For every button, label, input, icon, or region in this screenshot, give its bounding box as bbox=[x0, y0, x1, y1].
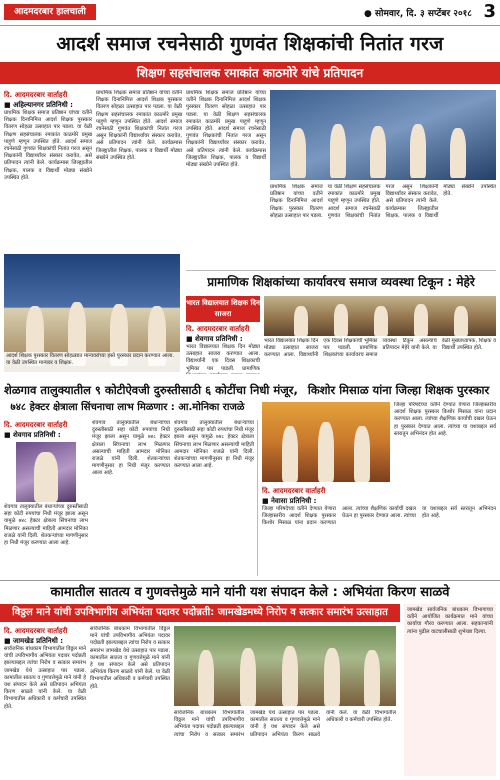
story1-column-1 bbox=[4, 90, 92, 250]
story1-caption: आदर्श शिक्षक पुरस्कार वितरण सोहळ्यात मान्यवरांच्या हस्ते पुरस्कार प्रदान करण्यात आला. या वेळी उपस्थित मान्यवर व शिक्षक. bbox=[4, 352, 180, 374]
story4-sub-byline: ■ नेवासा प्रतिनिधी : bbox=[262, 497, 317, 505]
story5-body-lower: सार्वजनिक बांधकाम विभागातील विठ्ठल माने यांची उपविभागीय अभियंता पदावर पदोन्नती झाल्याबद्दल त्यांचा निरोप व सत्कार समारंभ जामखेड येथे उत्साहात पार पडला. कामातील सातत्य व गुणवत्तेमुळे माने यांनी हे यश संपादन केले असे प्रतिपादन अभियंता किरण साळवे यांनी केले. या वेळी विभागातील अधिकारी व कर्मचारी उपस्थित होते. bbox=[174, 710, 396, 738]
newspaper-logo: आदमदरबार हालचाली bbox=[4, 4, 96, 20]
page-number: 3 bbox=[483, 1, 496, 22]
story2-body: भारत विद्यालयात शिक्षक दिन मोठ्या उत्साहात साजरा करण्यात आला. विद्यार्थ्यांनी एक दिवस शिक्षकाची भूमिका पार पाडली. प्रामाणिक bbox=[186, 344, 260, 372]
story2-column-1 bbox=[186, 324, 260, 374]
story3-story4-headline-row bbox=[0, 378, 500, 402]
story5-photo bbox=[174, 626, 396, 706]
story4-photo bbox=[262, 402, 390, 482]
story1-byline: दि. आदमदरबार वार्ताहरी bbox=[4, 91, 68, 99]
story5-ribbon: विठ्ठल माने यांची उपविभागीय अभियंता पदावर पदोन्नती: जामखेडमध्ये निरोप व सत्कार समारंभ उत्साहात bbox=[0, 604, 400, 622]
story5-body-cont: सार्वजनिक बांधकाम विभागातील विठ्ठल माने यांची उपविभागीय अभियंता पदावर पदोन्नती झाल्याबद्दल त्यांचा निरोप व सत्कार समारंभ जामखेड येथे उत्साहात पार पडला. कामातील सातत्य व गुणवत्तेमुळे माने यांनी हे यश संपादन केले असे प्रतिपादन अभियंता किरण साळवे यांनी केले. या वेळी विभागातील अधिकारी व कर्मचारी उपस्थित होते. bbox=[90, 626, 170, 690]
story3-sub-byline: ■ शेवगाव प्रतिनिधी : bbox=[4, 431, 61, 439]
story5-column-1 bbox=[4, 626, 86, 776]
story1-headline: आदर्श समाज रचनेसाठी गुणवंत शिक्षकांची नितांत गरज bbox=[56, 33, 444, 55]
story2-kicker: भारत विद्यालयात शिक्षक दिन साजरा bbox=[186, 296, 260, 322]
story5-column-2 bbox=[90, 626, 170, 776]
story1-body-lower: प्राथमिक शिक्षक समाज प्रतिष्ठान यांच्या वतीने शिक्षक दिनानिमित्त आदर्श शिक्षक पुरस्कार वितरण सोहळा उत्साहात पार पडला. या वेळी शिक्षण सहसंचालक रमाकांत काठमोरे प्रमुख पाहुणे म्हणून उपस्थित होते. आदर्श समाज रचनेसाठी गुणवंत शिक्षकांची नितांत गरज असून शिक्षकांनी विद्यार्थ्यांवर संस्कार करावेत, असे प्रतिपादन त्यांनी केले. कार्यक्रमास जिल्ह्यातील शिक्षक, पालक व विद्यार्थी मोठ्या संख्येने उपस्थित होते. bbox=[270, 184, 496, 219]
story4-columns-lower bbox=[262, 486, 496, 576]
story3-portrait bbox=[16, 442, 76, 502]
story5-columns-lower bbox=[174, 710, 396, 776]
story1-column-2 bbox=[96, 90, 182, 250]
story1-body: प्राथमिक शिक्षक समाज प्रतिष्ठान यांच्या वतीने शिक्षक दिनानिमित्त आदर्श शिक्षक पुरस्कार वितरण सोहळा उत्साहात पार पडला. या वेळी शिक्षण सहसंचालक रमाकांत काठमोरे प्रमुख पाहुणे म्हणून उपस्थित होते. आदर्श समाज रचनेसाठी गुणवंत शिक्षकांची नितांत गरज असून शिक्षकांनी विद्यार्थ्यांवर संस्कार करावेत, असे प्रतिपादन त्यांनी केले. कार्यक्रमास जिल्ह्यातील शिक्षक, पालक व विद्यार्थी मोठ्या संख्येने उपस्थित होते. bbox=[4, 110, 92, 181]
story2-photo bbox=[264, 296, 496, 336]
story1-body-cont: प्राथमिक शिक्षक समाज प्रतिष्ठान यांच्या वतीने शिक्षक दिनानिमित्त आदर्श शिक्षक पुरस्कार वितरण सोहळा उत्साहात पार पडला. या वेळी शिक्षण सहसंचालक रमाकांत काठमोरे प्रमुख पाहुणे म्हणून उपस्थित होते. आदर्श समाज रचनेसाठी गुणवंत शिक्षकांची नितांत गरज असून शिक्षकांनी विद्यार्थ्यांवर संस्कार करावेत, असे प्रतिपादन त्यांनी केले. कार्यक्रमास जिल्ह्यातील शिक्षक, पालक व विद्यार्थी मोठ्या संख्येने उपस्थित होते. bbox=[96, 90, 182, 161]
story4-headline: किशोर मिसाळ यांना जिल्हा शिक्षक पुरस्कार bbox=[307, 383, 490, 397]
story5-headline: कामातील सातत्य व गुणवत्तेमुळे माने यांनी यश संपादन केले : अभियंता किरण साळवे bbox=[0, 580, 500, 604]
story5-sub-byline: ■ जामखेड प्रतिनिधी : bbox=[4, 637, 63, 645]
story3-byline: दि. आदमदरबार वार्ताहरी bbox=[4, 421, 68, 429]
story1-photo-stage bbox=[270, 90, 496, 180]
story3-subhead: ७४८ हेक्टर क्षेत्राला सिंचनाचा लाभ मिळणार : आ.मोनिका राजळे bbox=[10, 402, 245, 413]
story1-body-cont-2: प्राथमिक शिक्षक समाज प्रतिष्ठान यांच्या वतीने शिक्षक दिनानिमित्त आदर्श शिक्षक पुरस्कार वितरण सोहळा उत्साहात पार पडला. या वेळी शिक्षण सहसंचालक रमाकांत काठमोरे प्रमुख पाहुणे म्हणून उपस्थित होते. आदर्श समाज रचनेसाठी गुणवंत शिक्षकांची नितांत गरज असून शिक्षकांनी विद्यार्थ्यांवर संस्कार करावेत, असे प्रतिपादन त्यांनी केले. कार्यक्रमास जिल्ह्यातील शिक्षक, पालक व विद्यार्थी मोठ्या संख्येने उपस्थित होते. bbox=[186, 90, 266, 169]
story5-body: सार्वजनिक बांधकाम विभागातील विठ्ठल माने यांची उपविभागीय अभियंता पदावर पदोन्नती झाल्याबद्दल त्यांचा निरोप व सत्कार समारंभ जामखेड येथे उत्साहात पार पडला. कामातील सातत्य व गुणवत्तेमुळे माने यांनी हे यश संपादन केले असे प्रतिपादन अभियंता किरण साळवे यांनी केले. या वेळी विभागातील अधिकारी व कर्मचारी उपस्थित होते. bbox=[4, 646, 86, 710]
story3-story4-divider bbox=[257, 420, 258, 576]
story2-columns-lower bbox=[264, 338, 496, 376]
story2-divider bbox=[186, 270, 496, 271]
story2-headline: प्रामाणिक शिक्षकांच्या कार्यावरच समाज व्यवस्था टिकून : मेहेरे bbox=[207, 275, 475, 289]
story1-ribbon: शिक्षण सहसंचालक रमाकांत काठमोरे यांचे प्रतिपादन bbox=[0, 62, 500, 84]
story3-column-3 bbox=[174, 420, 254, 576]
story5-byline: दि. आदमदरबार वार्ताहरी bbox=[4, 627, 68, 635]
story2-sub-byline: ■ शेवगाव प्रतिनिधी : bbox=[186, 335, 243, 343]
story2-body-lower: भारत विद्यालयात शिक्षक दिन मोठ्या उत्साहात साजरा करण्यात आला. विद्यार्थ्यांनी एक दिवस शिक्षकाची भूमिका पार पाडली. प्रामाणिक शिक्षकांच्या कार्यावरच समाज व्यवस्था टिकून असल्याचे प्रतिपादन मेहेरे यांनी केले. या वेळी मुख्याध्यापक, शिक्षक व विद्यार्थी उपस्थित होते. bbox=[264, 338, 496, 359]
story3-body-cont: शेवगाव तालुक्यातील बंधाऱ्यांच्या दुरुस्तीसाठी सहा कोटी रुपयांचा निधी मंजूर झाला असून यामुळे ७४८ हेक्टर क्षेत्राला सिंचनाचा लाभ मिळणार असल्याची माहिती आमदार मोनिका राजळे यांनी दिली. शेतकऱ्यांच्या मागणीनुसार हा निधी मंजूर करण्यात आला आहे. bbox=[92, 420, 170, 477]
story3-column-2 bbox=[92, 420, 170, 576]
story5-sidebar-text: जामखेड सार्वजनिक बांधकाम विभागाच्या वतीने आयोजित कार्यक्रमात माने यांच्या कार्याचा गौरव करण्यात आला. सहकाऱ्यांनी त्यांना पुढील वाटचालीसाठी शुभेच्छा दिल्या. bbox=[407, 607, 493, 635]
story4-column-top-right bbox=[394, 402, 496, 482]
story4-body: जिल्हा परिषदेच्या वतीने देण्यात येणारा जिल्हास्तरीय आदर्श शिक्षक पुरस्कार किशोर मिसाळ यांना प्रदान करण्यात आला. त्यांच्या शैक्षणिक कार्याची दखल घेऊन हा पुरस्कार देण्यात आला. त्यांच्या या यशाबद्दल सर्व स्तरातून अभिनंदन होत आहे. bbox=[262, 506, 496, 527]
story1-column-3 bbox=[186, 90, 266, 260]
dateline: ● सोमवार, दि. ३ सप्टेंबर २०१८ bbox=[364, 9, 472, 19]
story4-body-top: जिल्हा परिषदेच्या वतीने देण्यात येणारा जिल्हास्तरीय आदर्श शिक्षक पुरस्कार किशोर मिसाळ यांना प्रदान करण्यात आला. त्यांच्या शैक्षणिक कार्याची दखल घेऊन हा पुरस्कार देण्यात आला. त्यांच्या या यशाबद्दल सर्व स्तरातून अभिनंदन होत आहे. bbox=[394, 402, 496, 437]
story5-sidebar bbox=[404, 604, 496, 776]
story1-columns-lower bbox=[270, 184, 496, 266]
story3-headline: शेळगाव तालुक्यातील ९ कोटीऐवजी दुरुस्तीसाठी ६ कोटींचा निधी मंजूर, bbox=[4, 383, 298, 397]
story1-sub-byline: ■ अहिल्यानगर प्रतिनिधी : bbox=[4, 101, 73, 109]
story3-column-1 bbox=[4, 420, 88, 576]
story2-byline: दि. आदमदरबार वार्ताहरी bbox=[186, 325, 250, 333]
story3-body-cont-2: शेवगाव तालुक्यातील बंधाऱ्यांच्या दुरुस्तीसाठी सहा कोटी रुपयांचा निधी मंजूर झाला असून यामुळे ७४८ हेक्टर क्षेत्राला सिंचनाचा लाभ मिळणार असल्याची माहिती आमदार मोनिका राजळे यांनी दिली. शेतकऱ्यांच्या मागणीनुसार हा निधी मंजूर करण्यात आला आहे. bbox=[174, 420, 254, 470]
story4-byline: दि. आदमदरबार वार्ताहरी bbox=[262, 487, 326, 495]
masthead bbox=[0, 0, 500, 26]
story3-body: शेवगाव तालुक्यातील बंधाऱ्यांच्या दुरुस्तीसाठी सहा कोटी रुपयांचा निधी मंजूर झाला असून यामुळे ७४८ हेक्टर क्षेत्राला सिंचनाचा लाभ मिळणार असल्याची माहिती आमदार मोनिका राजळे यांनी दिली. शेतकऱ्यांच्या मागणीनुसार हा निधी मंजूर करण्यात आला आहे. bbox=[4, 504, 88, 547]
